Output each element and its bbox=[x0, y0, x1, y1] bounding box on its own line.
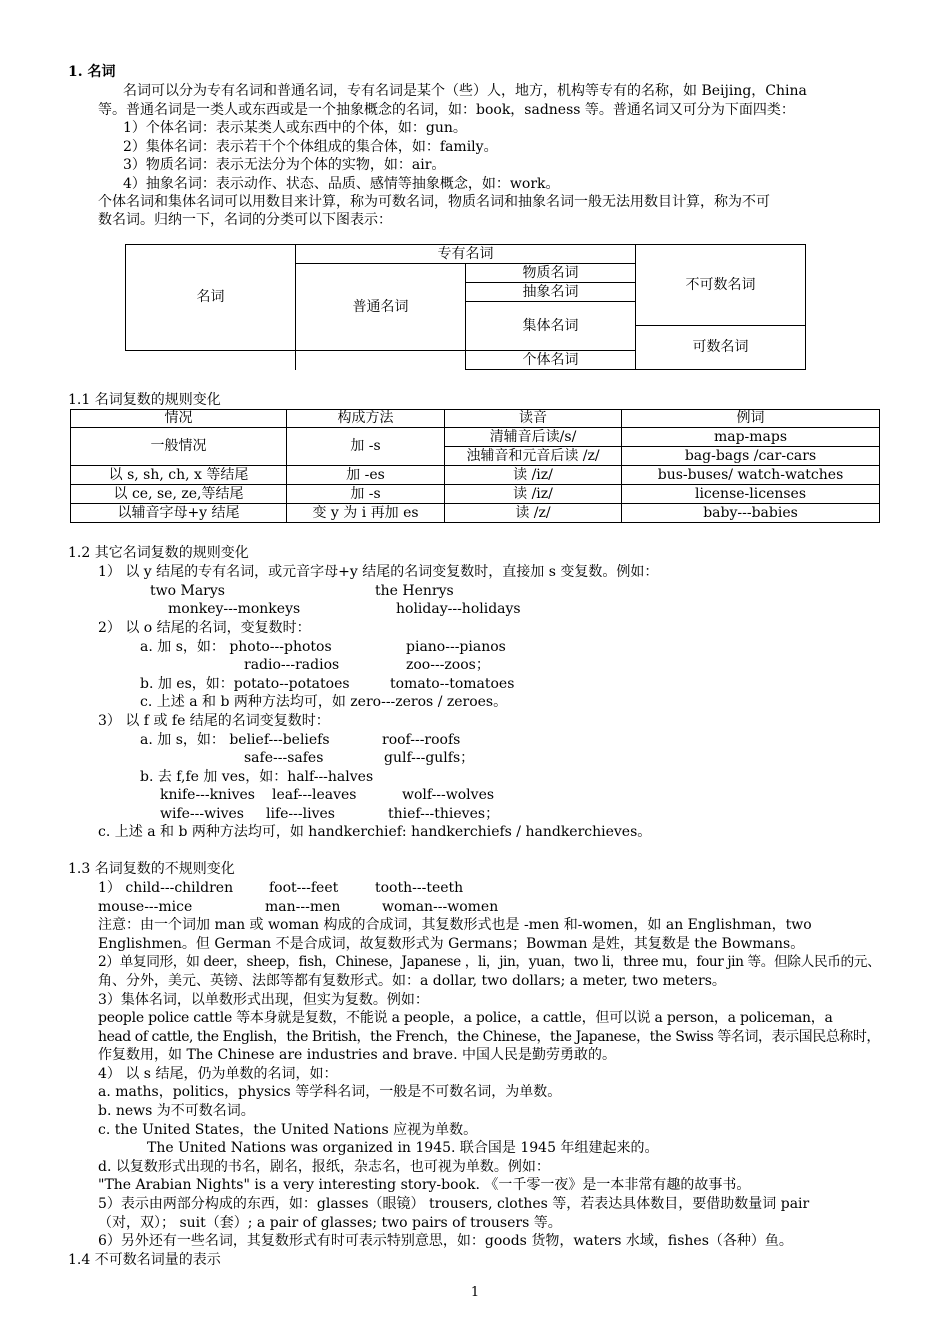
text-line: 2）单复同形，如 deer，sheep，fish，Chinese，Japanese ，li，jin，yuan，two li，three mu，four jin 等。但除人民币的元、 bbox=[98, 954, 881, 970]
example-word: piano---pianos bbox=[406, 639, 506, 655]
table-cell: bus-buses/ watch-watches bbox=[622, 466, 880, 485]
text-line: a. 加 s，如： photo---photos bbox=[140, 639, 332, 655]
text-line: The United Nations was organized in 1945. 联合国是 1945 年组建起来的。 bbox=[147, 1140, 659, 1156]
cell-proper-noun: 专有名词 bbox=[296, 245, 636, 264]
intro-line: 个体名词和集体名词可以用数目来计算，称为可数名词，物质名词和抽象名词一般无法用数目计算，称为不可 bbox=[98, 194, 770, 210]
text-line: （对，双）； suit（套）; a pair of glasses; two pairs of trousers 等。 bbox=[98, 1215, 562, 1231]
text-line: c. 上述 a 和 b 两种方法均可，如 handkerchief: handkerchiefs / handkerchieves。 bbox=[98, 824, 652, 840]
text-line: b. 去 f,fe 加 ves，如：half---halves bbox=[140, 769, 374, 785]
example-word: wife---wives bbox=[160, 806, 244, 822]
table-cell: baby---babies bbox=[622, 504, 880, 523]
table-cell: 加 -s bbox=[287, 485, 445, 504]
cell-individual-noun: 个体名词 bbox=[466, 351, 636, 370]
table-cell: bag-bags /car-cars bbox=[622, 447, 880, 466]
table-row bbox=[71, 466, 880, 485]
subsection-title: 1.4 不可数名词量的表示 bbox=[68, 1252, 221, 1268]
text-line: 角、分外，美元、英镑、法郎等都有复数形式。如：a dollar, two dollars; a meter, two meters。 bbox=[98, 973, 726, 989]
text-line: 1） child---children bbox=[98, 880, 234, 896]
example-word: foot---feet bbox=[269, 880, 339, 896]
cell-countable-noun: 可数名词 bbox=[636, 326, 806, 370]
intro-line: 2）集体名词：表示若干个个体组成的集合体，如：family。 bbox=[123, 139, 498, 155]
spacer-cell bbox=[296, 351, 466, 370]
table-cell: 读 /iz/ bbox=[445, 485, 622, 504]
table-cell: 加 -es bbox=[287, 466, 445, 485]
example-word: holiday---holidays bbox=[396, 601, 521, 617]
example-word: woman---women bbox=[382, 899, 499, 915]
table-cell: 一般情况 bbox=[71, 428, 287, 466]
table-cell: map-maps bbox=[622, 428, 880, 447]
cell-common-noun: 普通名词 bbox=[296, 264, 466, 351]
text-line: 注意：由一个词加 man 或 woman 构成的合成词，其复数形式也是 -men 和-women，如 an Englishman，two bbox=[98, 917, 812, 933]
example-word: the Henrys bbox=[375, 583, 454, 599]
plural-rules-table bbox=[70, 409, 880, 523]
text-line: "The Arabian Nights" is a very interesting story-book. 《一千零一夜》是一本非常有趣的故事书。 bbox=[98, 1177, 751, 1193]
spacer-cell bbox=[126, 351, 296, 370]
example-word: tomato--tomatoes bbox=[390, 676, 515, 692]
table-cell: 读 /iz/ bbox=[445, 466, 622, 485]
example-word: safe---safes bbox=[244, 750, 324, 766]
text-line: Englishmen。但 German 不是合成词，故复数形式为 Germans；Bowman 是姓，其复数是 the Bowmans。 bbox=[98, 936, 805, 952]
text-line: 2） 以 o 结尾的名词，变复数时： bbox=[98, 620, 311, 636]
text-line: 作复数用，如 The Chinese are industries and brave. 中国人民是勤劳勇敢的。 bbox=[98, 1047, 616, 1063]
text-line: 1） 以 y 结尾的专有名词，或元音字母+y 结尾的名词变复数时，直接加 s 变复数。例如： bbox=[98, 564, 659, 580]
table-cell: 以 ce, se, ze,等结尾 bbox=[71, 485, 287, 504]
subsection-title: 1.2 其它名词复数的规则变化 bbox=[68, 545, 249, 561]
text-line: 6）另外还有一些名词，其复数形式有时可表示特别意思，如：goods 货物，waters 水域，fishes（各种）鱼。 bbox=[98, 1233, 793, 1249]
example-word: man---men bbox=[265, 899, 341, 915]
example-word: radio---radios bbox=[244, 657, 340, 673]
example-word: zoo---zoos； bbox=[406, 657, 490, 673]
table-row bbox=[71, 485, 880, 504]
example-word: mouse---mice bbox=[98, 899, 193, 915]
cell-material-noun: 物质名词 bbox=[466, 264, 636, 283]
table-cell: 变 y 为 i 再加 es bbox=[287, 504, 445, 523]
text-line: d. 以复数形式出现的书名，剧名，报纸，杂志名，也可视为单数。例如： bbox=[98, 1159, 550, 1175]
text-line: 3）集体名词，以单数形式出现，但实为复数。例如： bbox=[98, 992, 429, 1008]
intro-line: 4）抽象名词：表示动作、状态、品质、感情等抽象概念，如：work。 bbox=[123, 176, 560, 192]
intro-line: 数名词。归纳一下，名词的分类可以下图表示： bbox=[98, 212, 392, 228]
table-cell: 以 s, sh, ch, x 等结尾 bbox=[71, 466, 287, 485]
text-line: c. 上述 a 和 b 两种方法均可，如 zero---zeros / zeroes。 bbox=[140, 694, 508, 710]
example-word: two Marys bbox=[150, 583, 225, 599]
noun-classification-table bbox=[125, 244, 806, 370]
header-cell: 例词 bbox=[622, 410, 880, 428]
example-word: knife---knives bbox=[160, 787, 255, 803]
example-word: thief---thieves； bbox=[388, 806, 500, 822]
text-line: c. the United States，the United Nations 应视为单数。 bbox=[98, 1122, 478, 1138]
cell-uncountable-noun: 不可数名词 bbox=[636, 245, 806, 326]
text-line: people police cattle 等本身就是复数，不能说 a people，a police，a cattle，但可以说 a person，a policeman，a bbox=[98, 1010, 833, 1026]
header-cell: 情况 bbox=[71, 410, 287, 428]
subsection-title: 1.1 名词复数的规则变化 bbox=[68, 392, 221, 408]
section-heading: 1. 名词 bbox=[68, 64, 116, 80]
example-word: life---lives bbox=[266, 806, 335, 822]
example-word: wolf---wolves bbox=[402, 787, 495, 803]
table-cell: 加 -s bbox=[287, 428, 445, 466]
cell-abstract-noun: 抽象名词 bbox=[466, 283, 636, 302]
cell-noun: 名词 bbox=[126, 245, 296, 351]
cell-collective-noun: 集体名词 bbox=[466, 302, 636, 351]
page-number: 1 bbox=[470, 1285, 480, 1300]
intro-line: 等。普通名词是一类人或东西或是一个抽象概念的名词，如：book，sadness 等。普通名词又可分为下面四类： bbox=[98, 102, 795, 118]
intro-line: 3）物质名词：表示无法分为个体的实物，如：air。 bbox=[123, 157, 446, 173]
text-line: a. 加 s，如： belief---beliefs bbox=[140, 732, 330, 748]
table-cell: 以辅音字母+y 结尾 bbox=[71, 504, 287, 523]
text-line: a. maths，politics，physics 等学科名词，一般是不可数名词，为单数。 bbox=[98, 1084, 562, 1100]
intro-line: 名词可以分为专有名词和普通名词，专有名词是某个（些）人，地方，机构等专有的名称，如 Beijing，China bbox=[123, 83, 807, 99]
example-word: monkey---monkeys bbox=[168, 601, 301, 617]
intro-line: 1）个体名词：表示某类人或东西中的个体，如：gun。 bbox=[123, 120, 467, 136]
text-line: 5）表示由两部分构成的东西，如：glasses（眼镜） trousers, clothes 等，若表达具体数目，要借助数量词 pair bbox=[98, 1196, 810, 1212]
example-word: gulf---gulfs； bbox=[384, 750, 475, 766]
subsection-title: 1.3 名词复数的不规则变化 bbox=[68, 861, 235, 877]
text-line: 4） 以 s 结尾，仍为单数的名词，如： bbox=[98, 1066, 338, 1082]
header-cell: 构成方法 bbox=[287, 410, 445, 428]
text-line: head of cattle, the English，the British，the French，the Chinese，the Japanese，the Swiss 等名词，表示国民总称时， bbox=[98, 1029, 880, 1045]
example-word: leaf---leaves bbox=[272, 787, 357, 803]
table-cell: license-licenses bbox=[622, 485, 880, 504]
example-word: roof---roofs bbox=[382, 732, 461, 748]
text-line: b. 加 es，如：potato--potatoes bbox=[140, 676, 350, 692]
table-cell: 清辅音后读/s/ bbox=[445, 428, 622, 447]
example-word: tooth---teeth bbox=[375, 880, 464, 896]
header-cell: 读音 bbox=[445, 410, 622, 428]
text-line: b. news 为不可数名词。 bbox=[98, 1103, 255, 1119]
table-row bbox=[71, 504, 880, 523]
table-cell: 读 /z/ bbox=[445, 504, 622, 523]
text-line: 3） 以 f 或 fe 结尾的名词变复数时： bbox=[98, 713, 330, 729]
table-cell: 浊辅音和元音后读 /z/ bbox=[445, 447, 622, 466]
